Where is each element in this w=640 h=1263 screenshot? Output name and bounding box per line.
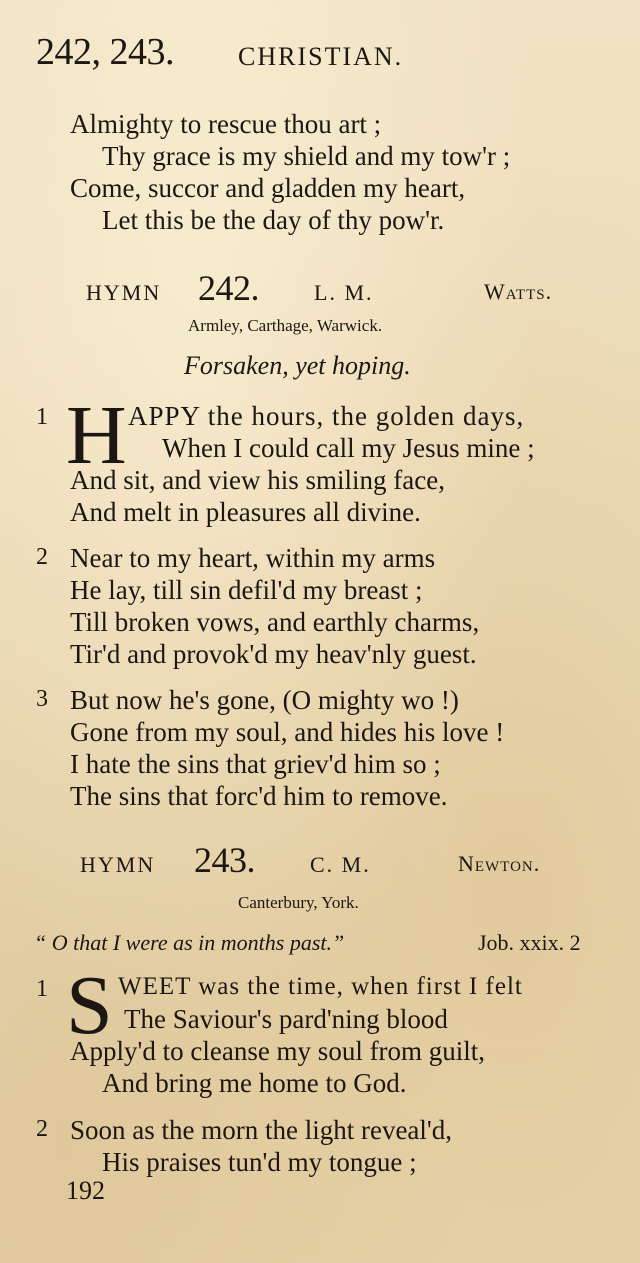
verse-number: 3 xyxy=(36,686,48,712)
hymn-243-epigraph xyxy=(34,930,344,956)
stanza-line: Let this be the day of thy pow'r. xyxy=(102,205,445,235)
verse-number: 2 xyxy=(36,1116,48,1142)
verse-number: 2 xyxy=(36,544,48,570)
hymn-242-tunes: Armley, Carthage, Warwick. xyxy=(188,316,383,335)
drop-cap: H xyxy=(66,389,127,482)
verse-line: Soon as the morn the light reveal'd, xyxy=(70,1115,453,1145)
verse-line: WEET was the time, when first I felt xyxy=(118,973,523,1000)
hymn-meter: L. M. xyxy=(314,280,374,305)
epigraph-reference: Job. xxix. 2 xyxy=(478,930,581,955)
verse-line: And bring me home to God. xyxy=(102,1068,407,1098)
header-section-title: CHRISTIAN. xyxy=(238,42,404,71)
verse-line: Apply'd to cleanse my soul from guilt, xyxy=(70,1036,486,1066)
epigraph-quote: “ O that I were as in months past.” xyxy=(34,930,345,955)
verse-line: The sins that forc'd him to remove. xyxy=(70,781,448,811)
stanza-line: Thy grace is my shield and my tow'r ; xyxy=(102,141,511,171)
verse-number: 1 xyxy=(36,976,48,1002)
hymn-243-tunes: Canterbury, York. xyxy=(238,893,359,912)
page-number: 192 xyxy=(66,1176,105,1205)
verse-line: He lay, till sin defil'd my breast ; xyxy=(70,575,423,605)
verse-line: APPY the hours, the golden days, xyxy=(128,401,525,431)
verse-line: When I could call my Jesus mine ; xyxy=(162,433,535,463)
hymn-label: HYMN xyxy=(80,852,156,877)
hymn-author: Newton. xyxy=(458,851,541,876)
stanza-line: Come, succor and gladden my heart, xyxy=(70,173,466,203)
hymn-meter: C. M. xyxy=(310,852,371,877)
hymn-number: 242. xyxy=(198,268,259,308)
verse-line: Till broken vows, and earthly charms, xyxy=(70,607,480,637)
header-hymn-numbers: 242, 243. xyxy=(36,31,174,73)
verse-number: 1 xyxy=(36,404,48,430)
hymn-242-subtitle: Forsaken, yet hoping. xyxy=(184,351,411,380)
verse-line: And melt in pleasures all divine. xyxy=(70,497,421,527)
hymn-label: HYMN xyxy=(86,280,162,305)
verse-line: Gone from my soul, and hides his love ! xyxy=(70,717,505,747)
verse-line: And sit, and view his smiling face, xyxy=(70,465,445,495)
hymn-number: 243. xyxy=(194,840,255,880)
verse-line: Tir'd and provok'd my heav'nly guest. xyxy=(70,639,477,669)
verse-line: His praises tun'd my tongue ; xyxy=(102,1147,417,1177)
hymn-author: Watts. xyxy=(484,279,553,304)
drop-cap: S xyxy=(66,959,113,1052)
stanza-line: Almighty to rescue thou art ; xyxy=(70,109,382,139)
verse-line: The Saviour's pard'ning blood xyxy=(124,1004,448,1034)
verse-line: Near to my heart, within my arms xyxy=(70,543,436,573)
verse-line: I hate the sins that griev'd him so ; xyxy=(70,749,441,779)
verse-line: But now he's gone, (O mighty wo !) xyxy=(70,685,459,715)
